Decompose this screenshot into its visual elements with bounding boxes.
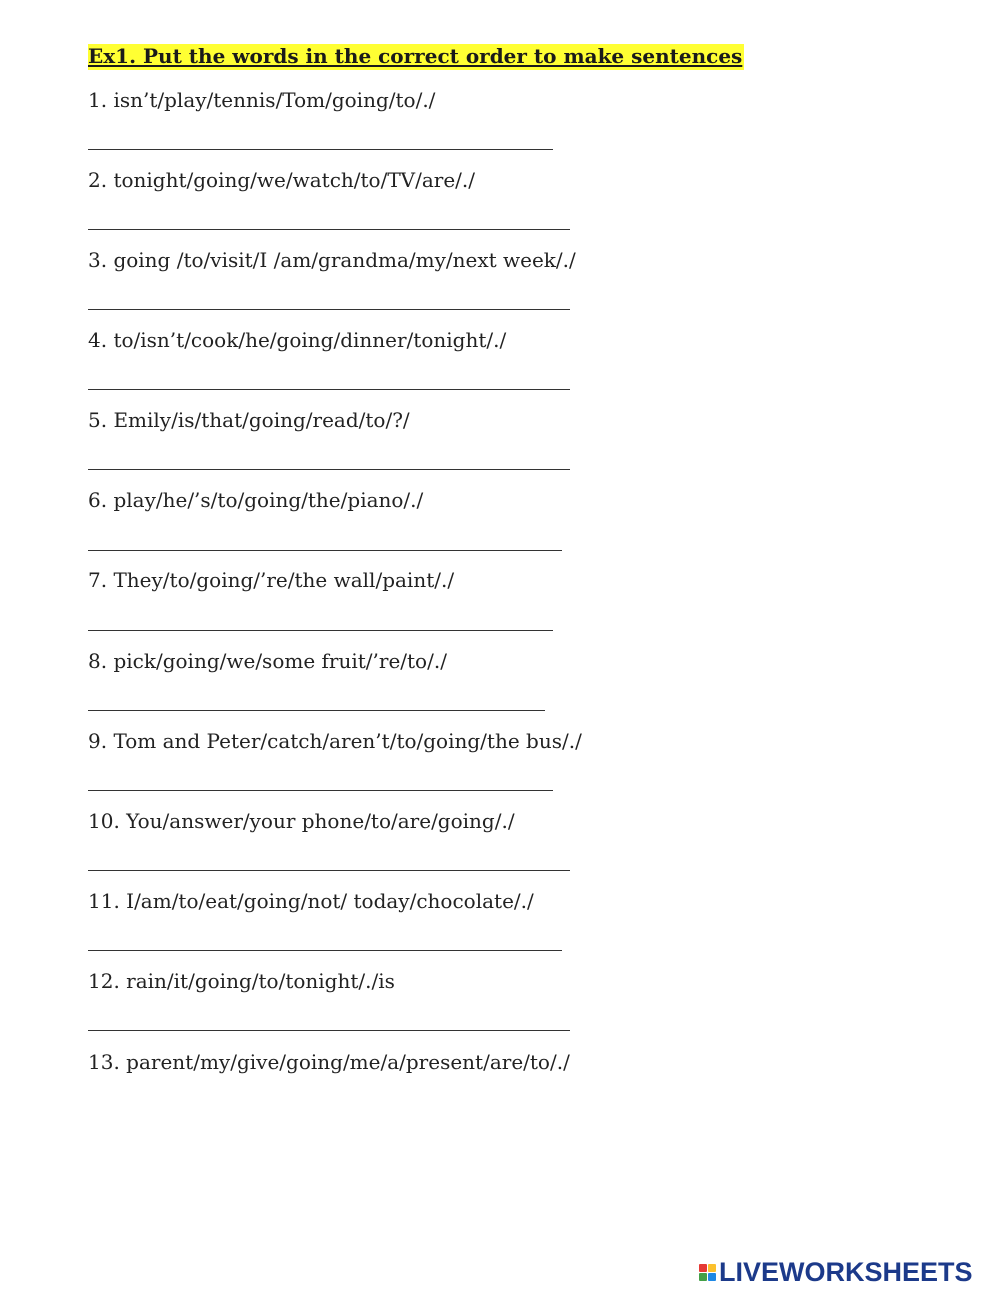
- answer-line-10[interactable]: [88, 870, 570, 871]
- answer-line-3[interactable]: [88, 309, 570, 310]
- question-6: 6. play/he/’s/to/going/the/piano/./: [88, 488, 424, 512]
- answer-line-4[interactable]: [88, 389, 570, 390]
- answer-line-8[interactable]: [88, 710, 545, 711]
- question-9: 9. Tom and Peter/catch/aren’t/to/going/the bus/./: [88, 729, 582, 753]
- answer-line-2[interactable]: [88, 229, 570, 230]
- question-8: 8. pick/going/we/some fruit/’re/to/./: [88, 649, 447, 673]
- liveworksheets-logo[interactable]: [699, 1257, 973, 1287]
- liveworksheets-logo-icon: [699, 1264, 716, 1281]
- question-5: 5. Emily/is/that/going/read/to/?/: [88, 408, 410, 432]
- question-2: 2. tonight/going/we/watch/to/TV/are/./: [88, 168, 476, 192]
- question-10: 10. You/answer/your phone/to/are/going/./: [88, 809, 515, 833]
- answer-line-9[interactable]: [88, 790, 553, 791]
- answer-line-11[interactable]: [88, 950, 562, 951]
- answer-line-1[interactable]: [88, 149, 553, 150]
- exercise-title: Ex1. Put the words in the correct order to make sentences: [88, 44, 743, 68]
- question-3: 3. going /to/visit/I /am/grandma/my/next week/./: [88, 248, 576, 272]
- question-1: 1. isn’t/play/tennis/Tom/going/to/./: [88, 88, 436, 112]
- question-12: 12. rain/it/going/to/tonight/./is: [88, 969, 395, 993]
- brand-name: LIVEWORKSHEETS: [719, 1257, 973, 1287]
- question-7: 7. They/to/going/’re/the wall/paint/./: [88, 568, 455, 592]
- answer-line-7[interactable]: [88, 630, 553, 631]
- answer-line-12[interactable]: [88, 1030, 570, 1031]
- question-11: 11. I/am/to/eat/going/not/ today/chocolate/./: [88, 889, 534, 913]
- question-4: 4. to/isn’t/cook/he/going/dinner/tonight/./: [88, 328, 507, 352]
- answer-line-5[interactable]: [88, 469, 570, 470]
- question-13: 13. parent/my/give/going/me/a/present/are/to/./: [88, 1050, 570, 1074]
- answer-line-6[interactable]: [88, 550, 562, 551]
